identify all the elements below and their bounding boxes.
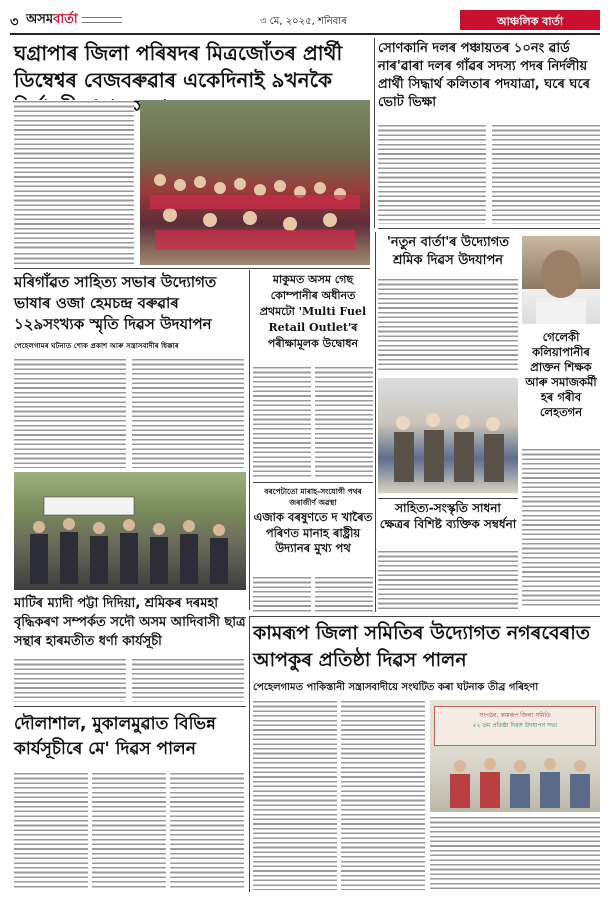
headline-ejak: এজাক বৰষুণতে দ খাৰৈত পৰিণত মানাহ ৰাষ্ট্ৰীয় উদ্যানৰ মুখ্য পথ [253,510,373,555]
divider-notun [378,228,600,229]
group-illustration [378,378,518,493]
portrait-illustration [522,236,600,324]
banner-line-1: সংগঠন, কামৰূপ জিলা সমিতি [479,712,551,719]
logo-main: অসম [26,11,54,27]
body-doulashal-col1 [14,772,88,890]
section-badge [460,10,600,30]
body-ghograpar-2 [14,252,134,264]
body-kamrup-col1 [253,700,337,890]
divider-top-right [374,38,375,228]
body-ejak-col1 [253,576,311,612]
masthead-logo [26,12,122,28]
headline-ghograpar: ঘগ্ৰাপাৰ জিলা পৰিষদৰ মিত্ৰজোঁতৰ প্ৰাৰ্থী ডিম্বেশ্বৰ বেজবৰুৱাৰ একেদিনাই ৯খনকৈ [14,41,343,92]
body-sangskriti [378,550,518,612]
body-matir-col1 [14,658,126,702]
headline-kamrup: কামৰূপ জিলা সমিতিৰ উদ্যোগত নগৰবেৰাত আপকুৰ প্ৰতিষ্ঠা দিৱস পালন [253,622,591,671]
protest-illustration [14,472,246,590]
text-lines [14,100,134,250]
header-date: ৩ মে, ২০২৫, শনিবাৰ [260,16,347,27]
photo-felicitation [378,378,518,493]
body-notun [378,278,518,373]
body-gelki [522,448,600,608]
page-header [10,10,600,32]
headline-matir: মাটিৰ ম্যাদী পট্টা দিদিয়া, শ্ৰমিকৰ দৰমহা বৃদ্ধিকৰণ সম্পৰ্কত সদৌ অসম আদিবাসী ছাত্ৰ সন্থাৰ হাৰমতীত ধৰ্ণা কাৰ্যসূচী [14,596,246,649]
body-fuel-col2 [315,366,373,478]
banner-line-2: ৫২ তম প্ৰতিষ্ঠা দিৱস উদযাপন সভা [472,722,558,729]
divider-fuel-left [249,270,250,610]
body-doulashal-col2 [92,772,166,890]
section-badge-label: আঞ্চলিক বাৰ্তা [496,15,564,28]
headline-notun: 'নতুন বাৰ্তা'ৰ উদ্যোগত শ্ৰমিক দিৱস উদযাপন [386,235,510,268]
body-fuel-col1 [253,366,311,478]
photo-elderly-man [522,236,600,324]
headline-doulashal: দৌলাশাল, মুকালমুৱাত বিভিন্ন কাৰ্যসূচীৰে মে' দিৱস পালন [14,714,216,759]
seated-people-illustration [430,700,600,812]
divider-lower-left [249,616,250,892]
headline-fuel: মাকুমত অসম গেছ কোম্পানীৰ অধীনত প্ৰথমটো 'Multi Fuel Retail Outlet'ৰ পৰীক্ষামূলক উদ্বোধন [259,273,367,350]
subhead-kamrup: পেহেলগামত পাকিস্তানী সন্ত্ৰাসবাদীয়ে সংঘটিত কৰা ঘটনাক তীব্ৰ গৰিহণা [253,682,539,693]
divider-kamrup [249,616,600,617]
body-doulashal-col3 [170,772,244,890]
header-rule [10,33,600,35]
headline-sahitya: মৰিগাঁৱত সাহিত্য সভাৰ উদ্যোগত ভাষাৰ ওজা হেমচন্দ্ৰ বৰুৱাৰ ১২৯সংখ্যক স্মৃতি দিৱস উদযাপন [14,273,217,333]
headline-gelki: গেলেকী কলিয়াপানীৰ প্ৰাক্তন শিক্ষক আৰু সমাজকৰ্মী হৰ গৰীব লেহতগন [525,330,597,419]
divider-sangskriti [378,498,518,499]
body-sahitya-col2 [132,358,244,468]
photo-protest [14,472,246,590]
body-matir-col2 [132,658,244,702]
divider-sahitya [14,268,370,269]
photo-crowd-meeting [140,100,370,265]
headline-sonkani: সোণকানি দলৰ পঞ্চায়তৰ ১০নং ৱাৰ্ড নাৰ'ৱাৰা দলৰ গাঁৱৰ সদস্য পদৰ নিৰ্দলীয় প্ৰাৰ্থী সিদ্ধাৰ্থ কলিতাৰ পদযাত্ৰা, ঘৰে ঘৰে ভোট ভিক্ষা [378,41,590,110]
body-kamrup-col3 [430,816,600,890]
kicker-ejak: বৰপেটাতো মাৰাহ-সংযোগী পথৰ জৰাজীৰ্ণ অৱস্থা [264,487,362,507]
body-sonkani-col1 [378,124,486,224]
page-number: ৩ [10,15,19,30]
crowd-illustration [140,100,370,265]
body-ejak-col2 [315,576,373,612]
divider-ejak [253,482,373,483]
body-kamrup-col2 [341,700,425,890]
body-sonkani-col2 [492,124,600,224]
body-sahitya-col1 [14,358,126,468]
divider-center-right [375,232,376,612]
photo-kamrup-banner [430,700,600,812]
headline-sangskriti: সাহিত্য-সংস্কৃতি সাধনা ক্ষেত্ৰৰ বিশিষ্ট ব্যক্তিক সম্বৰ্ধনা [379,501,517,531]
logo-small-text [82,17,122,23]
body-ghograpar [14,100,134,250]
divider-doulashal [14,706,246,707]
logo-sub: বাৰ্তা [53,11,78,27]
subhead-sahitya: পেহেলগামৰ ঘটনাত শোক প্ৰকাশ আৰু সন্ত্ৰাসবাদীৰ ধিক্কাৰ [14,341,179,350]
